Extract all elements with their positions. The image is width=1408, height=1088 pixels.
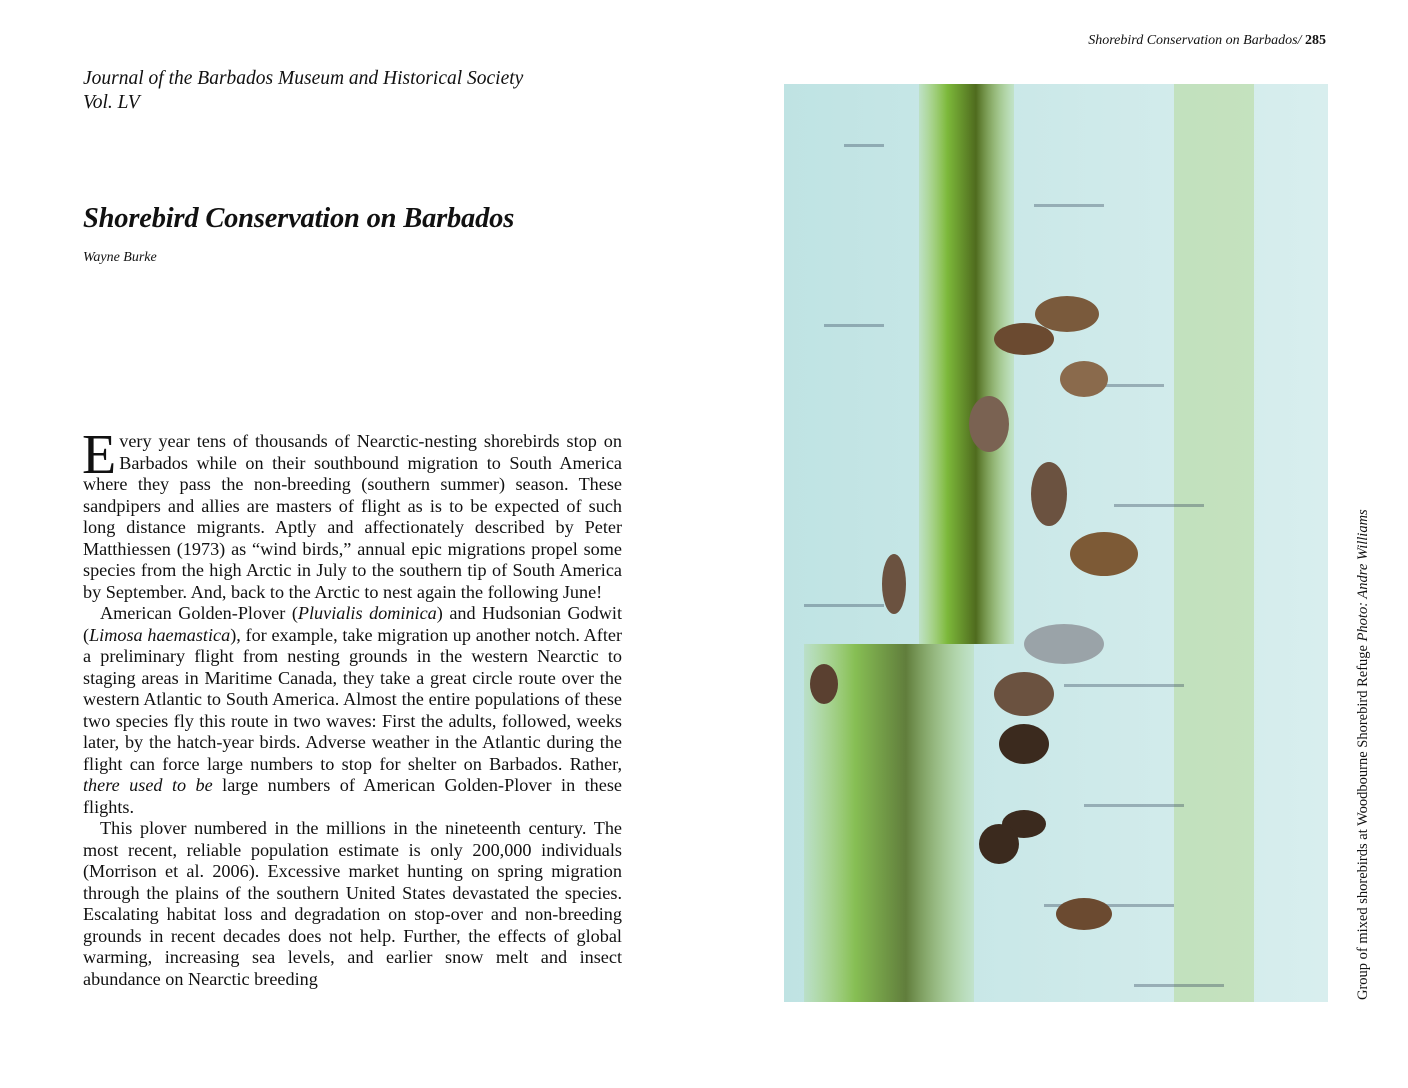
paragraph-2-text: large numbers of American Golden-Plover in these flights. — [83, 775, 622, 817]
journal-header — [83, 67, 523, 115]
journal-volume: Vol. LV — [83, 92, 140, 113]
emphasis: there used to be — [83, 775, 213, 795]
bird — [979, 824, 1019, 864]
paragraph-1 — [82, 424, 622, 603]
photo-caption — [1355, 509, 1372, 1000]
photo-credit: Photo: Andre Williams — [1355, 509, 1371, 642]
bird — [1031, 462, 1067, 526]
paragraph-1-text: very year tens of thousands of Nearctic-nesting shorebirds stop on Barbados while on their southbound migration to South America where they pass the non-breeding (southern summer) season. These sandpipers and allies are masters of flight as is to be expected of such long distance migrants. Aptly and affectionately described by Peter Matthiessen (1973) as “wind birds,” annual epic migrations propel some species from the high Arctic in July to the southern tip of South America by September. And, back to the Arctic to nest again the following June! — [83, 431, 622, 602]
paragraph-2 — [83, 603, 622, 818]
grass-band-upper — [919, 84, 1014, 644]
species-name: Limosa haemastica — [89, 624, 231, 645]
page-number: 285 — [1305, 33, 1326, 48]
journal-name: Journal of the Barbados Museum and Historical Society — [83, 68, 524, 89]
grass-band-right — [1174, 84, 1254, 1002]
paragraph-2-text: ) and Hudsonian Godwit ( — [83, 603, 623, 645]
species-name: Pluvialis dominica — [297, 603, 437, 623]
article-author: Wayne Burke — [83, 250, 157, 265]
paragraph-3 — [83, 818, 622, 990]
bird — [882, 554, 906, 614]
bird — [994, 672, 1054, 716]
bird — [810, 664, 838, 704]
paragraph-3-text: This plover numbered in the millions in the nineteenth century. The most recent, reliable population estimate is only 200,000 individuals (Morrison et al. 2006). Excessive market hunting on spring migration through the plains of the southern United States devastated the species. Escalating habitat loss and degradation on stop-over and non-breeding grounds in recent decades does not help. Further, the effects of global warming, increasing sea levels, and earlier snow melt and insect abundance on Nearctic breeding — [83, 818, 622, 989]
running-head — [1088, 33, 1326, 49]
photo-illustration — [784, 84, 1328, 1002]
paragraph-2-text: ), for example, take migration up another notch. After a preliminary flight from nesting grounds in the western Nearctic to staging areas in Maritime Canada, they take a great circle route over the western Atlantic to South America. Almost the entire populations of these two species fly this route in two waves: First the adults, followed, weeks later, by the hatch-year birds. Adverse weather in the Atlantic during the flight can force large numbers to stop for shelter on Barbados. Rather, — [83, 624, 622, 774]
bird — [1035, 296, 1099, 332]
shorebird-photo — [784, 84, 1328, 1002]
paragraph-2-text: American Golden-Plover ( — [100, 603, 298, 623]
article-body — [82, 424, 623, 990]
bird — [994, 323, 1054, 355]
running-head-title: Shorebird Conservation on Barbados/ — [1088, 33, 1302, 48]
bird — [969, 396, 1009, 452]
bird — [1060, 361, 1108, 397]
bird — [1056, 898, 1112, 930]
caption-text: Group of mixed shorebirds at Woodbourne Shorebird Refuge — [1355, 641, 1371, 1000]
drop-cap: E — [82, 424, 117, 486]
article-title: Shorebird Conservation on Barbados — [83, 203, 515, 234]
bird — [1070, 532, 1138, 576]
bird — [1024, 624, 1104, 664]
bird — [999, 724, 1049, 764]
